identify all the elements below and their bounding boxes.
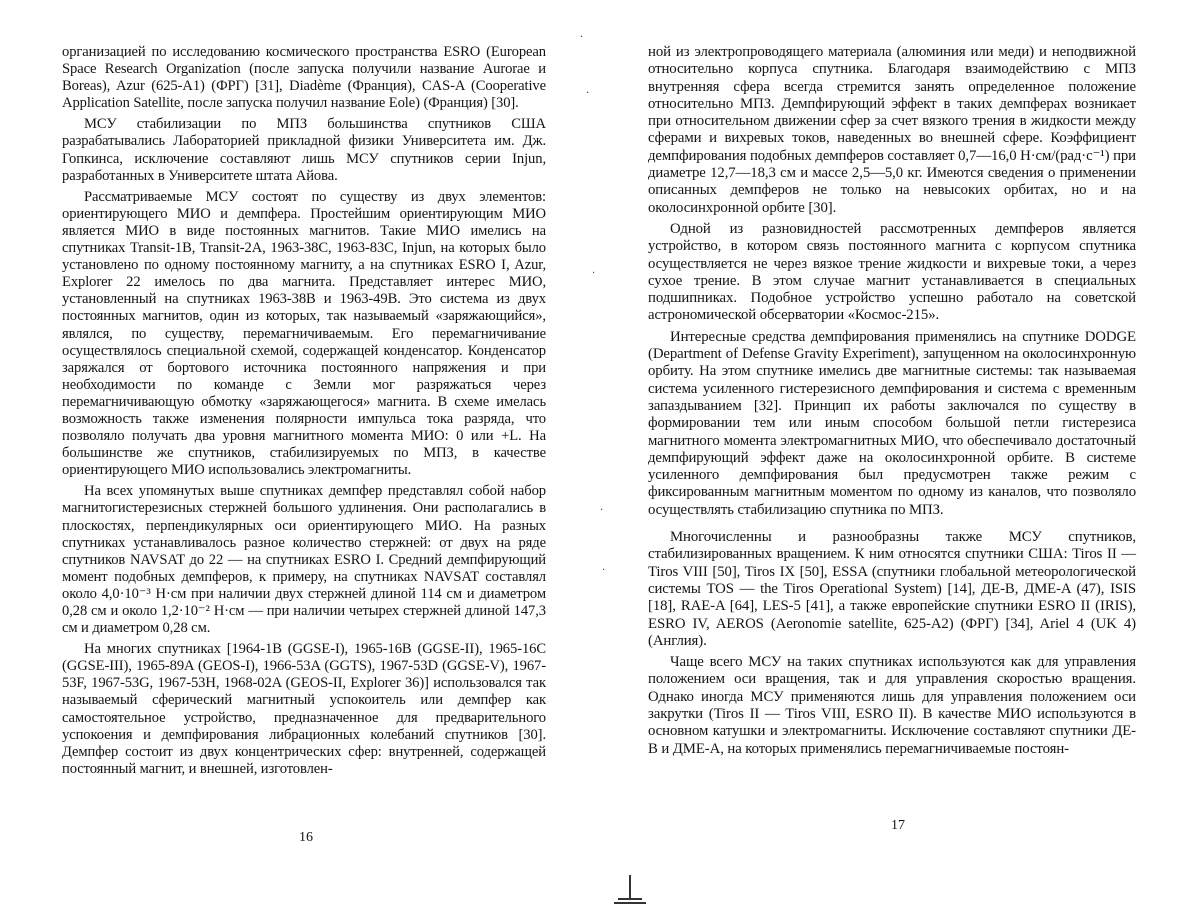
paragraph: организацией по исследованию космического пространства ESRO (European Space Research Organization (после запуска получили название Aurorae и Boreas), Azur (625-A1) (ФРГ) [31], Diadème (Франция), CAS-A (Cooperative Application Satellite, после запуска получил название Eole) (Франция) [30]. — [62, 44, 546, 112]
scan-speck: · — [602, 565, 606, 576]
paragraph: Рассматриваемые МСУ состоят по существу из двух элементов: ориентирующего МИО и демпфера. Простейшим ориентирующим МИО является МИО в виде постоянных магнитов. Такие МИО имелись на спутниках Transit-1B, Transit-2A, 1963-38C, 1963-83C, Injun, на которых было установлено по одному постоянному магниту, а на спутниках ESRO I, Azur, Explorer 22 имелось по два магнита. Представляет интерес МИО, установленный на спутниках 1963-38B и 1963-49B. Это система из двух постоянных магнитов, один из которых, так называемый «заряжающийся», являлся, по существу, перемагничиваемым. Его перемагничивание осуществлялось специальной схемой, содержащей конденсатор. Конденсатор заряжался от бортового источника постоянного напряжения и при необходимости по команде с Земли мог разряжаться через перемагничивающую обмотку «заряжающегося» магнита. В схеме имелась возможность также изменения полярности импульса тока разряда, что позволяло получать два уровня магнитного момента МИО: 0 или +L. На большинстве же спутников, стабилизируемых по МПЗ, в качестве ориентирующего МИО использовались электромагниты. — [62, 188, 546, 479]
paragraph: На всех упомянутых выше спутниках демпфер представлял собой набор магнитогистерезисных стержней большого удлинения. Они располагались в плоскостях, перпендикулярных оси ориентирующего МИО. На разных спутниках устанавливалось разное количество стержней: от двух на ряде спутников NAVSAT до 22 — на спутниках ESRO I. Средний демпфирующий момент подобных демпферов, к примеру, на спутниках NAVSAT составлял около 4,0·10⁻³ Н·см при наличии двух стержней длиной 114 см и диаметром 0,28 см и около 1,2·10⁻² Н·см — при наличии четырех стержней длиной 147,3 см и диаметром 0,28 см. — [62, 483, 546, 637]
scan-speck: · — [580, 32, 584, 43]
paragraph: На многих спутниках [1964-1B (GGSE-I), 1965-16B (GGSE-II), 1965-16C (GGSE-III), 1965-89A (GEOS-I), 1966-53A (GGTS), 1967-53D (GGSE-V), 1967-53F, 1967-53G, 1967-53H, 1968-02A (GEOS-II, Explorer 36)] использовался так называемый сферический магнитный успокоитель или демпфер как самостоятельное устройство, предназначенное для предварительного успокоения и демпфирования либрационных колебаний спутников [30]. Демпфер состоит из двух концентрических сфер: внутренней, содержащей постоянный магнит, и внешней, изготовлен- — [62, 641, 546, 777]
binding-mark — [612, 873, 648, 907]
paragraph: МСУ стабилизации по МПЗ большинства спутников США разрабатывались Лабораторией прикладной физики Университета им. Дж. Гопкинса, исключение составляют лишь МСУ спутников серии Injun, разработанных в Университете штата Айова. — [62, 116, 546, 184]
scan-speck: · — [586, 88, 590, 99]
paragraph: ной из электропроводящего материала (алюминия или меди) и неподвижной относительно корпуса спутника. Благодаря взаимодействию с МПЗ внутренняя сфера всегда стремится занять определенное положение относительно МПЗ. Демпфирующий эффект в таких демпферах возникает при относительном движении сфер за счет вязкого трения в жидкости между сферами и вихревых токов, наведенных во внешней сфере. Коэффициент демпфирования подобных демпферов составляет 0,7—16,0 Н·см/(рад·с⁻¹) при диаметре 12,7—18,3 см и массе 2,5—5,0 кг. Имеются сведения о применении описанных демпферов не только на невысоких орбитах, но и на околосинхронной орбите [30]. — [648, 44, 1137, 216]
paragraph: Многочисленны и разнообразны также МСУ спутников, стабилизированных вращением. К ним относятся спутники США: Tiros II — Tiros VIII [50], Tiros IX [50], ESSA (спутники глобальной метеорологической системы TOS — the Tiros Operational System) [14], ДЕ-B, ДМЕ-A (47), ISIS [18], RAE-A [64], LES-5 [41], а также европейские спутники ESRO II (IRIS), ESRO IV, AEROS (Aeronomie satellite, 625-A2) (ФРГ) [34], Ariel 4 (UK 4) (Англия). — [648, 529, 1136, 649]
gutter — [570, 0, 630, 907]
scan-speck: · — [600, 505, 604, 516]
right-page — [648, 44, 1136, 762]
page-number-left: 16 — [299, 830, 313, 845]
right-page-text — [648, 44, 1136, 758]
paragraph: Чаще всего МСУ на таких спутниках используются как для управления положением оси вращения, так и для управления скоростью вращения. Однако иногда МСУ применяются лишь для управления положением оси закрутки (Tiros II — Tiros VIII, ESRO II). В качестве МИО используются в основном катушки и электромагниты. Исключение составляют спутники ДЕ-B и ДМЕ-A, на которых применялись перемагничиваемые постоян- — [648, 654, 1136, 757]
left-page-text — [62, 44, 546, 778]
page-number-right: 17 — [891, 818, 905, 833]
paragraph: Интересные средства демпфирования применялись на спутнике DODGE (Department of Defense Gravity Experiment), запущенном на околосинхронную орбиту. На этом спутнике имелись две магнитные системы: так называемая система усиленного гистерезисного демпфирования и система с временным запаздыванием [32]. Принцип их работы заключался по существу в формировании тем или иным способом большой петли гистерезиса магнитного момента электромагнитных МИО, что обеспечивало достаточный демпфирующий эффект даже на околосинхронной орбите. В системе усиленного демпфирования был предусмотрен также режим с фиксированным магнитным моментом по одному из каналов, что позволяло осуществлять стабилизацию спутника по МПЗ. — [648, 328, 1136, 518]
left-page — [62, 44, 546, 782]
scan-speck: · — [592, 268, 596, 279]
paragraph: Одной из разновидностей рассмотренных демпферов является устройство, в котором связь постоянного магнита с корпусом спутника осуществляется не через вязкое трение жидкости и вихревые токи, а через сухое трение. В этом случае магнит устанавливается в специальных подшипниках. Подобное устройство успешно работало на советской астрономической обсерватории «Космос-215». — [648, 220, 1136, 324]
